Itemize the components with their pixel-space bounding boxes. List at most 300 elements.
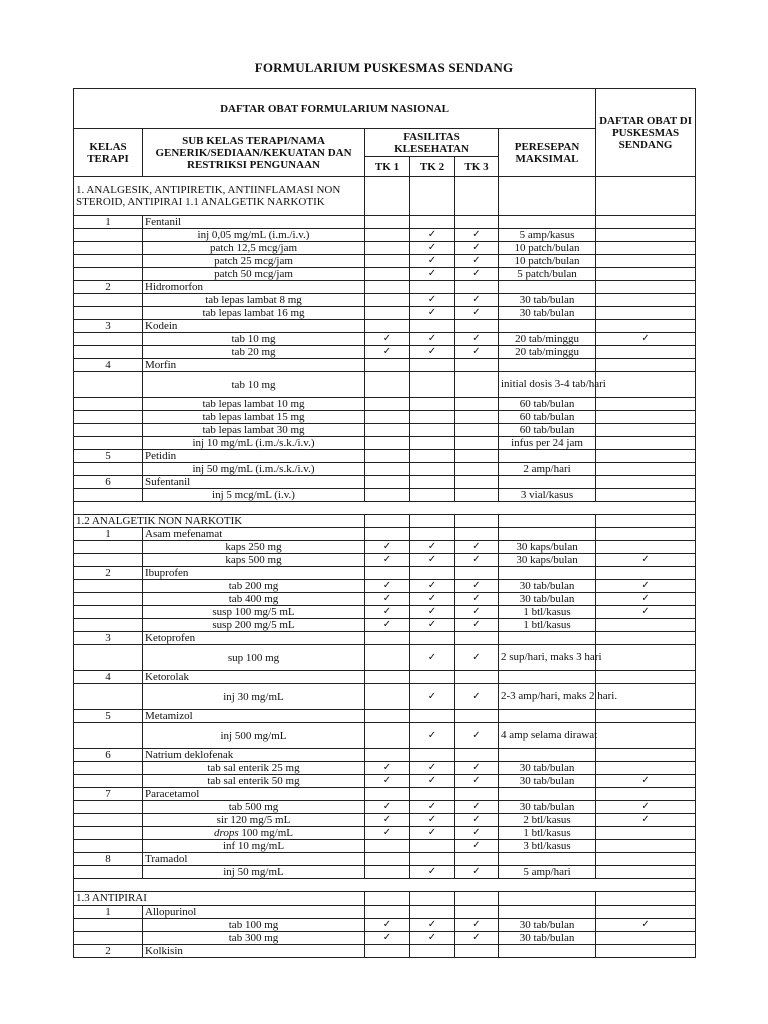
empty-cell bbox=[74, 463, 143, 476]
empty-cell bbox=[365, 788, 410, 801]
tk2-check-icon: ✓ bbox=[410, 229, 455, 242]
empty-cell bbox=[74, 541, 143, 554]
empty-cell bbox=[365, 216, 410, 229]
preparation-row bbox=[74, 723, 696, 749]
drug-name: Petidin bbox=[143, 450, 365, 463]
empty-cell bbox=[74, 879, 696, 892]
tk1-check bbox=[365, 229, 410, 242]
tk1-check-icon: ✓ bbox=[365, 775, 410, 788]
empty-cell bbox=[365, 905, 410, 918]
max-prescription: 10 patch/bulan bbox=[499, 242, 596, 255]
max-prescription: 30 tab/bulan bbox=[499, 801, 596, 814]
preparation-row bbox=[74, 580, 696, 593]
tk1-check bbox=[365, 411, 410, 424]
max-prescription: 60 tab/bulan bbox=[499, 424, 596, 437]
tk2-check-icon: ✓ bbox=[410, 775, 455, 788]
tk3-check-icon: ✓ bbox=[455, 723, 499, 749]
empty-cell bbox=[365, 281, 410, 294]
drug-row bbox=[74, 450, 696, 463]
preparation: sir 120 mg/5 mL bbox=[143, 814, 365, 827]
tk2-check-icon: ✓ bbox=[410, 619, 455, 632]
puskesmas-check bbox=[596, 424, 696, 437]
empty-cell bbox=[74, 437, 143, 450]
tk2-check-icon: ✓ bbox=[410, 645, 455, 671]
tk1-check-icon: ✓ bbox=[365, 580, 410, 593]
empty-cell bbox=[74, 294, 143, 307]
empty-cell bbox=[455, 528, 499, 541]
puskesmas-check bbox=[596, 619, 696, 632]
puskesmas-check bbox=[596, 346, 696, 359]
drug-name: Natrium deklofenak bbox=[143, 749, 365, 762]
max-prescription: 2 sup/hari, maks 3 hari bbox=[499, 645, 596, 671]
empty-cell bbox=[499, 528, 596, 541]
drug-number: 2 bbox=[74, 567, 143, 580]
empty-cell bbox=[410, 216, 455, 229]
preparation-row bbox=[74, 931, 696, 944]
tk1-check-icon: ✓ bbox=[365, 801, 410, 814]
max-prescription: 30 kaps/bulan bbox=[499, 541, 596, 554]
tk1-check-icon: ✓ bbox=[365, 814, 410, 827]
tk2-check-icon: ✓ bbox=[410, 762, 455, 775]
empty-cell bbox=[455, 359, 499, 372]
empty-cell bbox=[74, 684, 143, 710]
preparation-row bbox=[74, 606, 696, 619]
puskesmas-check bbox=[596, 268, 696, 281]
empty-cell bbox=[365, 671, 410, 684]
empty-cell bbox=[499, 788, 596, 801]
empty-cell bbox=[455, 632, 499, 645]
preparation-italic: drops bbox=[213, 827, 239, 840]
empty-cell bbox=[596, 320, 696, 333]
drug-number: 3 bbox=[74, 632, 143, 645]
puskesmas-check bbox=[596, 255, 696, 268]
empty-cell bbox=[455, 515, 499, 528]
max-prescription: initial dosis 3-4 tab/hari bbox=[499, 372, 596, 398]
empty-cell bbox=[596, 632, 696, 645]
max-prescription: 1 btl/kasus bbox=[499, 606, 596, 619]
empty-cell bbox=[410, 177, 455, 216]
empty-cell bbox=[365, 710, 410, 723]
drug-row bbox=[74, 944, 696, 957]
drug-name: Ibuprofen bbox=[143, 567, 365, 580]
empty-cell bbox=[499, 450, 596, 463]
puskesmas-check bbox=[596, 229, 696, 242]
puskesmas-check bbox=[596, 307, 696, 320]
empty-cell bbox=[455, 671, 499, 684]
section-row bbox=[74, 177, 696, 216]
empty-cell bbox=[74, 424, 143, 437]
empty-cell bbox=[455, 892, 499, 905]
max-prescription: 4 amp selama dirawat bbox=[499, 723, 596, 749]
max-prescription: 20 tab/minggu bbox=[499, 346, 596, 359]
puskesmas-check-icon: ✓ bbox=[596, 814, 696, 827]
empty-cell bbox=[74, 554, 143, 567]
tk1-check-icon: ✓ bbox=[365, 593, 410, 606]
tk2-check-icon: ✓ bbox=[410, 593, 455, 606]
empty-cell bbox=[365, 632, 410, 645]
drug-row bbox=[74, 567, 696, 580]
tk2-check bbox=[410, 398, 455, 411]
tk3-check-icon: ✓ bbox=[455, 294, 499, 307]
tk3-check-icon: ✓ bbox=[455, 801, 499, 814]
tk2-check-icon: ✓ bbox=[410, 307, 455, 320]
preparation: susp 200 mg/5 mL bbox=[143, 619, 365, 632]
tk3-check bbox=[455, 372, 499, 398]
preparation: tab sal enterik 50 mg bbox=[143, 775, 365, 788]
preparation-row bbox=[74, 424, 696, 437]
max-prescription: 20 tab/minggu bbox=[499, 333, 596, 346]
tk2-check-icon: ✓ bbox=[410, 294, 455, 307]
tk2-header: TK 2 bbox=[410, 157, 455, 177]
empty-cell bbox=[499, 853, 596, 866]
section-row bbox=[74, 515, 696, 528]
empty-cell bbox=[499, 632, 596, 645]
tk2-check bbox=[410, 372, 455, 398]
tk3-check-icon: ✓ bbox=[455, 619, 499, 632]
puskesmas-check bbox=[596, 762, 696, 775]
empty-cell bbox=[596, 476, 696, 489]
drug-name: Allopurinol bbox=[143, 905, 365, 918]
puskesmas-check bbox=[596, 398, 696, 411]
empty-cell bbox=[596, 671, 696, 684]
puskesmas-check-icon: ✓ bbox=[596, 606, 696, 619]
drug-name: Fentanil bbox=[143, 216, 365, 229]
puskesmas-check-icon: ✓ bbox=[596, 775, 696, 788]
max-prescription: 1 btl/kasus bbox=[499, 619, 596, 632]
formulary-body bbox=[74, 177, 696, 958]
empty-cell bbox=[365, 450, 410, 463]
empty-cell bbox=[74, 307, 143, 320]
empty-cell bbox=[455, 749, 499, 762]
empty-cell bbox=[74, 502, 696, 515]
empty-cell bbox=[74, 762, 143, 775]
empty-cell bbox=[74, 229, 143, 242]
drug-number: 3 bbox=[74, 320, 143, 333]
empty-cell bbox=[455, 281, 499, 294]
drug-name: Ketorolak bbox=[143, 671, 365, 684]
preparation-row bbox=[74, 775, 696, 788]
empty-cell bbox=[499, 281, 596, 294]
drug-number: 4 bbox=[74, 671, 143, 684]
empty-cell bbox=[499, 892, 596, 905]
preparation-row bbox=[74, 229, 696, 242]
preparation: tab 400 mg bbox=[143, 593, 365, 606]
max-prescription: 30 kaps/bulan bbox=[499, 554, 596, 567]
tk3-check-icon: ✓ bbox=[455, 775, 499, 788]
puskesmas-check bbox=[596, 242, 696, 255]
tk3-check bbox=[455, 398, 499, 411]
empty-cell bbox=[596, 177, 696, 216]
preparation-row bbox=[74, 866, 696, 879]
preparation: patch 12,5 mcg/jam bbox=[143, 242, 365, 255]
max-prescription: 3 btl/kasus bbox=[499, 840, 596, 853]
drug-row bbox=[74, 788, 696, 801]
drug-name: Kolkisin bbox=[143, 944, 365, 957]
empty-cell bbox=[74, 489, 143, 502]
puskesmas-check-icon: ✓ bbox=[596, 593, 696, 606]
drug-number: 5 bbox=[74, 710, 143, 723]
tk1-check-icon: ✓ bbox=[365, 541, 410, 554]
max-prescription: 30 tab/bulan bbox=[499, 918, 596, 931]
tk2-check bbox=[410, 489, 455, 502]
preparation-row bbox=[74, 684, 696, 710]
tk2-check-icon: ✓ bbox=[410, 606, 455, 619]
max-prescription: 30 tab/bulan bbox=[499, 931, 596, 944]
preparation-row bbox=[74, 333, 696, 346]
tk2-check bbox=[410, 840, 455, 853]
drug-name: Metamizol bbox=[143, 710, 365, 723]
tk1-check-icon: ✓ bbox=[365, 619, 410, 632]
preparation bbox=[143, 827, 365, 840]
empty-cell bbox=[74, 827, 143, 840]
empty-cell bbox=[410, 788, 455, 801]
empty-cell bbox=[455, 710, 499, 723]
tk3-check bbox=[455, 463, 499, 476]
tk1-check-icon: ✓ bbox=[365, 346, 410, 359]
drug-number: 5 bbox=[74, 450, 143, 463]
preparation: inj 5 mcg/mL (i.v.) bbox=[143, 489, 365, 502]
max-prescription: 2-3 amp/hari, maks 2 hari. bbox=[499, 684, 596, 710]
empty-cell bbox=[365, 177, 410, 216]
puskesmas-list-header: DAFTAR OBAT DI PUSKESMAS SENDANG bbox=[596, 89, 696, 177]
drug-number: 1 bbox=[74, 528, 143, 541]
empty-cell bbox=[596, 710, 696, 723]
tk1-check bbox=[365, 255, 410, 268]
drug-name: Asam mefenamat bbox=[143, 528, 365, 541]
empty-cell bbox=[74, 333, 143, 346]
max-prescription: 30 tab/bulan bbox=[499, 307, 596, 320]
tk2-check-icon: ✓ bbox=[410, 255, 455, 268]
preparation: inj 50 mg/mL (i.m./s.k./i.v.) bbox=[143, 463, 365, 476]
empty-cell bbox=[499, 216, 596, 229]
empty-cell bbox=[410, 853, 455, 866]
empty-cell bbox=[74, 346, 143, 359]
preparation-row bbox=[74, 619, 696, 632]
preparation: inj 50 mg/mL bbox=[143, 866, 365, 879]
preparation: inj 0,05 mg/mL (i.m./i.v.) bbox=[143, 229, 365, 242]
max-prescription: 30 tab/bulan bbox=[499, 775, 596, 788]
drug-row bbox=[74, 710, 696, 723]
max-prescription: 60 tab/bulan bbox=[499, 398, 596, 411]
preparation-row bbox=[74, 918, 696, 931]
puskesmas-check bbox=[596, 931, 696, 944]
tk2-check-icon: ✓ bbox=[410, 814, 455, 827]
max-prescription: 5 patch/bulan bbox=[499, 268, 596, 281]
preparation: inj 30 mg/mL bbox=[143, 684, 365, 710]
puskesmas-check bbox=[596, 827, 696, 840]
max-prescription: 3 vial/kasus bbox=[499, 489, 596, 502]
preparation-row bbox=[74, 541, 696, 554]
empty-cell bbox=[455, 320, 499, 333]
empty-cell bbox=[365, 749, 410, 762]
empty-cell bbox=[365, 515, 410, 528]
empty-cell bbox=[596, 515, 696, 528]
drug-number: 1 bbox=[74, 905, 143, 918]
max-prescription: 30 tab/bulan bbox=[499, 762, 596, 775]
empty-cell bbox=[74, 411, 143, 424]
empty-cell bbox=[455, 788, 499, 801]
empty-cell bbox=[365, 528, 410, 541]
peresepan-header: PERESEPAN MAKSIMAL bbox=[499, 129, 596, 177]
tk3-check-icon: ✓ bbox=[455, 918, 499, 931]
tk2-check-icon: ✓ bbox=[410, 580, 455, 593]
tk2-check-icon: ✓ bbox=[410, 723, 455, 749]
tk3-check-icon: ✓ bbox=[455, 840, 499, 853]
preparation: tab 20 mg bbox=[143, 346, 365, 359]
empty-cell bbox=[499, 320, 596, 333]
empty-cell bbox=[499, 476, 596, 489]
section-row bbox=[74, 892, 696, 905]
tk3-check-icon: ✓ bbox=[455, 814, 499, 827]
preparation: tab lepas lambat 30 mg bbox=[143, 424, 365, 437]
tk2-check-icon: ✓ bbox=[410, 554, 455, 567]
tk2-check-icon: ✓ bbox=[410, 346, 455, 359]
spacer-row bbox=[74, 879, 696, 892]
empty-cell bbox=[499, 749, 596, 762]
tk2-check-icon: ✓ bbox=[410, 801, 455, 814]
empty-cell bbox=[455, 216, 499, 229]
empty-cell bbox=[596, 567, 696, 580]
tk3-header: TK 3 bbox=[455, 157, 499, 177]
empty-cell bbox=[410, 905, 455, 918]
empty-cell bbox=[455, 177, 499, 216]
max-prescription: 60 tab/bulan bbox=[499, 411, 596, 424]
preparation-row bbox=[74, 489, 696, 502]
tk3-check-icon: ✓ bbox=[455, 684, 499, 710]
tk1-check bbox=[365, 268, 410, 281]
drug-row bbox=[74, 853, 696, 866]
preparation: tab sal enterik 25 mg bbox=[143, 762, 365, 775]
tk1-check bbox=[365, 398, 410, 411]
empty-cell bbox=[74, 775, 143, 788]
empty-cell bbox=[74, 931, 143, 944]
preparation-row bbox=[74, 762, 696, 775]
puskesmas-check bbox=[596, 723, 696, 749]
preparation: tab 500 mg bbox=[143, 801, 365, 814]
tk1-check bbox=[365, 372, 410, 398]
empty-cell bbox=[499, 905, 596, 918]
empty-cell bbox=[410, 515, 455, 528]
tk2-check bbox=[410, 437, 455, 450]
drug-row bbox=[74, 281, 696, 294]
empty-cell bbox=[365, 476, 410, 489]
drug-number: 1 bbox=[74, 216, 143, 229]
puskesmas-check bbox=[596, 489, 696, 502]
empty-cell bbox=[596, 853, 696, 866]
tk3-check-icon: ✓ bbox=[455, 307, 499, 320]
preparation: patch 25 mcg/jam bbox=[143, 255, 365, 268]
section-title: 1.2 ANALGETIK NON NARKOTIK bbox=[74, 515, 365, 528]
tk1-check bbox=[365, 294, 410, 307]
tk1-check bbox=[365, 242, 410, 255]
preparation-row bbox=[74, 398, 696, 411]
empty-cell bbox=[596, 788, 696, 801]
tk3-check bbox=[455, 424, 499, 437]
preparation-row bbox=[74, 827, 696, 840]
tk1-check-icon: ✓ bbox=[365, 931, 410, 944]
drug-name: Kodein bbox=[143, 320, 365, 333]
empty-cell bbox=[74, 255, 143, 268]
empty-cell bbox=[596, 450, 696, 463]
preparation: inf 10 mg/mL bbox=[143, 840, 365, 853]
empty-cell bbox=[455, 450, 499, 463]
tk2-check-icon: ✓ bbox=[410, 931, 455, 944]
preparation: susp 100 mg/5 mL bbox=[143, 606, 365, 619]
preparation-row bbox=[74, 268, 696, 281]
tk1-header: TK 1 bbox=[365, 157, 410, 177]
tk3-check-icon: ✓ bbox=[455, 346, 499, 359]
section-title: 1. ANALGESIK, ANTIPIRETIK, ANTIINFLAMASI NON STEROID, ANTIPIRAI 1.1 ANALGETIK NARKOTIK bbox=[74, 177, 365, 216]
tk2-check-icon: ✓ bbox=[410, 918, 455, 931]
national-list-header: DAFTAR OBAT FORMULARIUM NASIONAL bbox=[74, 89, 596, 129]
drug-number: 6 bbox=[74, 476, 143, 489]
formulary-table bbox=[73, 88, 696, 958]
empty-cell bbox=[410, 944, 455, 957]
drug-number: 4 bbox=[74, 359, 143, 372]
max-prescription: 2 btl/kasus bbox=[499, 814, 596, 827]
preparation: tab 10 mg bbox=[143, 333, 365, 346]
preparation: inj 500 mg/mL bbox=[143, 723, 365, 749]
drug-row bbox=[74, 528, 696, 541]
tk1-check bbox=[365, 866, 410, 879]
drug-name: Morfin bbox=[143, 359, 365, 372]
preparation: kaps 500 mg bbox=[143, 554, 365, 567]
tk1-check-icon: ✓ bbox=[365, 554, 410, 567]
empty-cell bbox=[74, 593, 143, 606]
tk2-check-icon: ✓ bbox=[410, 268, 455, 281]
empty-cell bbox=[74, 398, 143, 411]
max-prescription: 30 tab/bulan bbox=[499, 294, 596, 307]
tk2-check bbox=[410, 463, 455, 476]
empty-cell bbox=[74, 840, 143, 853]
empty-cell bbox=[74, 580, 143, 593]
empty-cell bbox=[455, 944, 499, 957]
empty-cell bbox=[499, 567, 596, 580]
preparation-row bbox=[74, 307, 696, 320]
tk1-check-icon: ✓ bbox=[365, 827, 410, 840]
tk3-check-icon: ✓ bbox=[455, 229, 499, 242]
max-prescription: 1 btl/kasus bbox=[499, 827, 596, 840]
empty-cell bbox=[410, 892, 455, 905]
drug-row bbox=[74, 476, 696, 489]
preparation-text: 100 mg/mL bbox=[238, 827, 294, 840]
empty-cell bbox=[410, 671, 455, 684]
empty-cell bbox=[596, 944, 696, 957]
preparation: tab lepas lambat 10 mg bbox=[143, 398, 365, 411]
tk1-check-icon: ✓ bbox=[365, 762, 410, 775]
puskesmas-check-icon: ✓ bbox=[596, 580, 696, 593]
max-prescription: 5 amp/kasus bbox=[499, 229, 596, 242]
empty-cell bbox=[410, 320, 455, 333]
tk3-check-icon: ✓ bbox=[455, 541, 499, 554]
empty-cell bbox=[74, 645, 143, 671]
tk1-check bbox=[365, 723, 410, 749]
tk1-check bbox=[365, 840, 410, 853]
empty-cell bbox=[410, 710, 455, 723]
preparation: patch 50 mcg/jam bbox=[143, 268, 365, 281]
tk1-check-icon: ✓ bbox=[365, 606, 410, 619]
empty-cell bbox=[596, 216, 696, 229]
preparation: tab 300 mg bbox=[143, 931, 365, 944]
preparation-row bbox=[74, 242, 696, 255]
puskesmas-check bbox=[596, 463, 696, 476]
max-prescription: infus per 24 jam bbox=[499, 437, 596, 450]
empty-cell bbox=[596, 749, 696, 762]
preparation: sup 100 mg bbox=[143, 645, 365, 671]
max-prescription: 2 amp/hari bbox=[499, 463, 596, 476]
tk2-check-icon: ✓ bbox=[410, 866, 455, 879]
preparation-row bbox=[74, 294, 696, 307]
